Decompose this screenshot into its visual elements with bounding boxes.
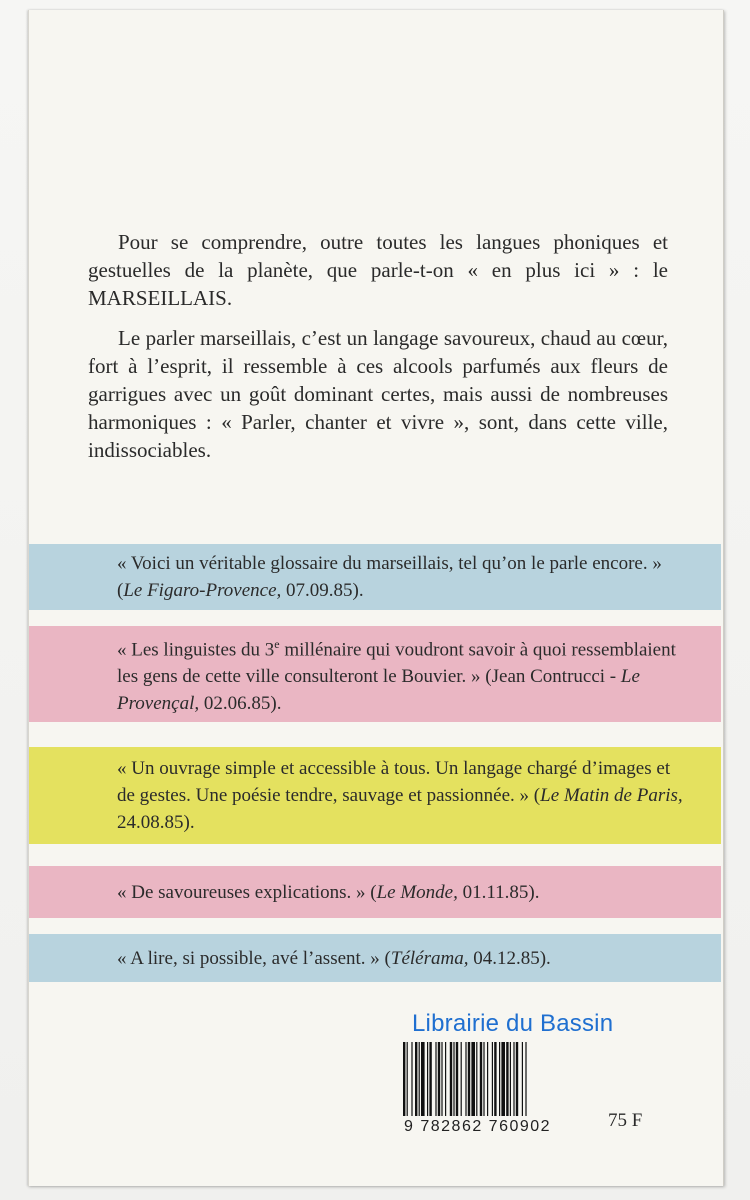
barcode-bar <box>468 1042 470 1116</box>
blurb-text <box>88 228 668 476</box>
barcode-bar <box>476 1042 477 1116</box>
barcode-bar <box>427 1042 428 1116</box>
barcode-bar <box>429 1042 431 1116</box>
barcode-bar <box>456 1042 458 1116</box>
barcode-bar <box>441 1042 442 1116</box>
quote-band-provencal <box>29 626 721 722</box>
barcode-bar <box>510 1042 511 1116</box>
barcode-bar <box>421 1042 425 1116</box>
barcode-bar <box>516 1042 518 1116</box>
quote-source: Le Figaro-Provence, <box>123 580 282 601</box>
quote-telerama: « A lire, si possible, avé l’assent. » (Télérama, 04.12.85). <box>117 947 551 969</box>
quote-band-telerama <box>29 934 721 982</box>
quote-band-monde <box>29 866 721 918</box>
quote-band-matin <box>29 747 721 844</box>
quote-source: Le Monde, <box>376 881 458 903</box>
quote-figaro: « Voici un véritable glossaire du marseillais, tel qu’on le parle encore. » (Le Figaro-Provence, 07.09.85). <box>117 553 662 601</box>
isbn-number: 9 782862 760902 <box>404 1118 552 1135</box>
quote-source: Le Provençal, <box>117 666 640 715</box>
barcode-bar <box>506 1042 508 1116</box>
barcode-bar <box>471 1042 475 1116</box>
blurb-paragraph-2: Le parler marseillais, c’est un langage savoureux, chaud au cœur, fort à l’esprit, il ressemble à ces alcools parfumés aux fleurs de garrigues avec un goût dominant certes, mais aussi de nombreuses harmoniques : « Parler, chanter et vivre », sont, dans cette ville, indissociables. <box>88 326 668 462</box>
barcode-bar <box>419 1042 420 1116</box>
barcode-bar <box>453 1042 454 1116</box>
barcode-bar <box>438 1042 440 1116</box>
barcode-bar <box>465 1042 466 1116</box>
barcode-bar <box>450 1042 452 1116</box>
barcode-bar <box>525 1042 526 1116</box>
quote-matin: « Un ouvrage simple et accessible à tous. Un langage chargé d’images et de gestes. Une poésie tendre, sauvage et passionnée. » (Le Matin de Paris, 24.08.85). <box>117 758 683 833</box>
barcode-bar <box>407 1042 408 1116</box>
barcode-bar <box>487 1042 488 1116</box>
barcode-bar <box>513 1042 514 1116</box>
quote-source: Télérama, <box>390 947 469 969</box>
marseillais-word: MARSEILLAIS <box>88 286 227 310</box>
quote-band-figaro <box>29 544 721 610</box>
blurb-paragraph-1: Pour se comprendre, outre toutes les langues phoniques et gestuelles de la planète, que parle-t-on « en plus ici » : le MARSEILLAIS. <box>88 230 668 310</box>
barcode-bar <box>522 1042 523 1116</box>
barcode-bar <box>461 1042 462 1116</box>
bookshop-watermark: Librairie du Bassin <box>412 1010 614 1037</box>
quote-provencal: « Les linguistes du 3e millénaire qui voudront savoir à quoi ressemblaient les gens de cette ville consulteront le Bouvier. » (Jean Contrucci - Le Provençal, 02.06.85). <box>117 636 676 715</box>
barcode-bar <box>483 1042 484 1116</box>
quote-monde: « De savoureuses explications. » (Le Monde, 01.11.85). <box>117 881 540 903</box>
barcode-bar <box>415 1042 417 1116</box>
quote-source: Le Matin de Paris, <box>540 785 683 806</box>
price: 75 F <box>608 1110 643 1131</box>
barcode-bar <box>501 1042 505 1116</box>
barcode-bar <box>494 1042 496 1116</box>
barcode-icon <box>395 1042 565 1120</box>
barcode-bar <box>435 1042 436 1116</box>
barcode-bar <box>403 1042 405 1116</box>
barcode-bar <box>445 1042 446 1116</box>
barcode-bar <box>480 1042 482 1116</box>
barcode-bar <box>499 1042 500 1116</box>
barcode-bar <box>411 1042 412 1116</box>
barcode-bar <box>492 1042 493 1116</box>
